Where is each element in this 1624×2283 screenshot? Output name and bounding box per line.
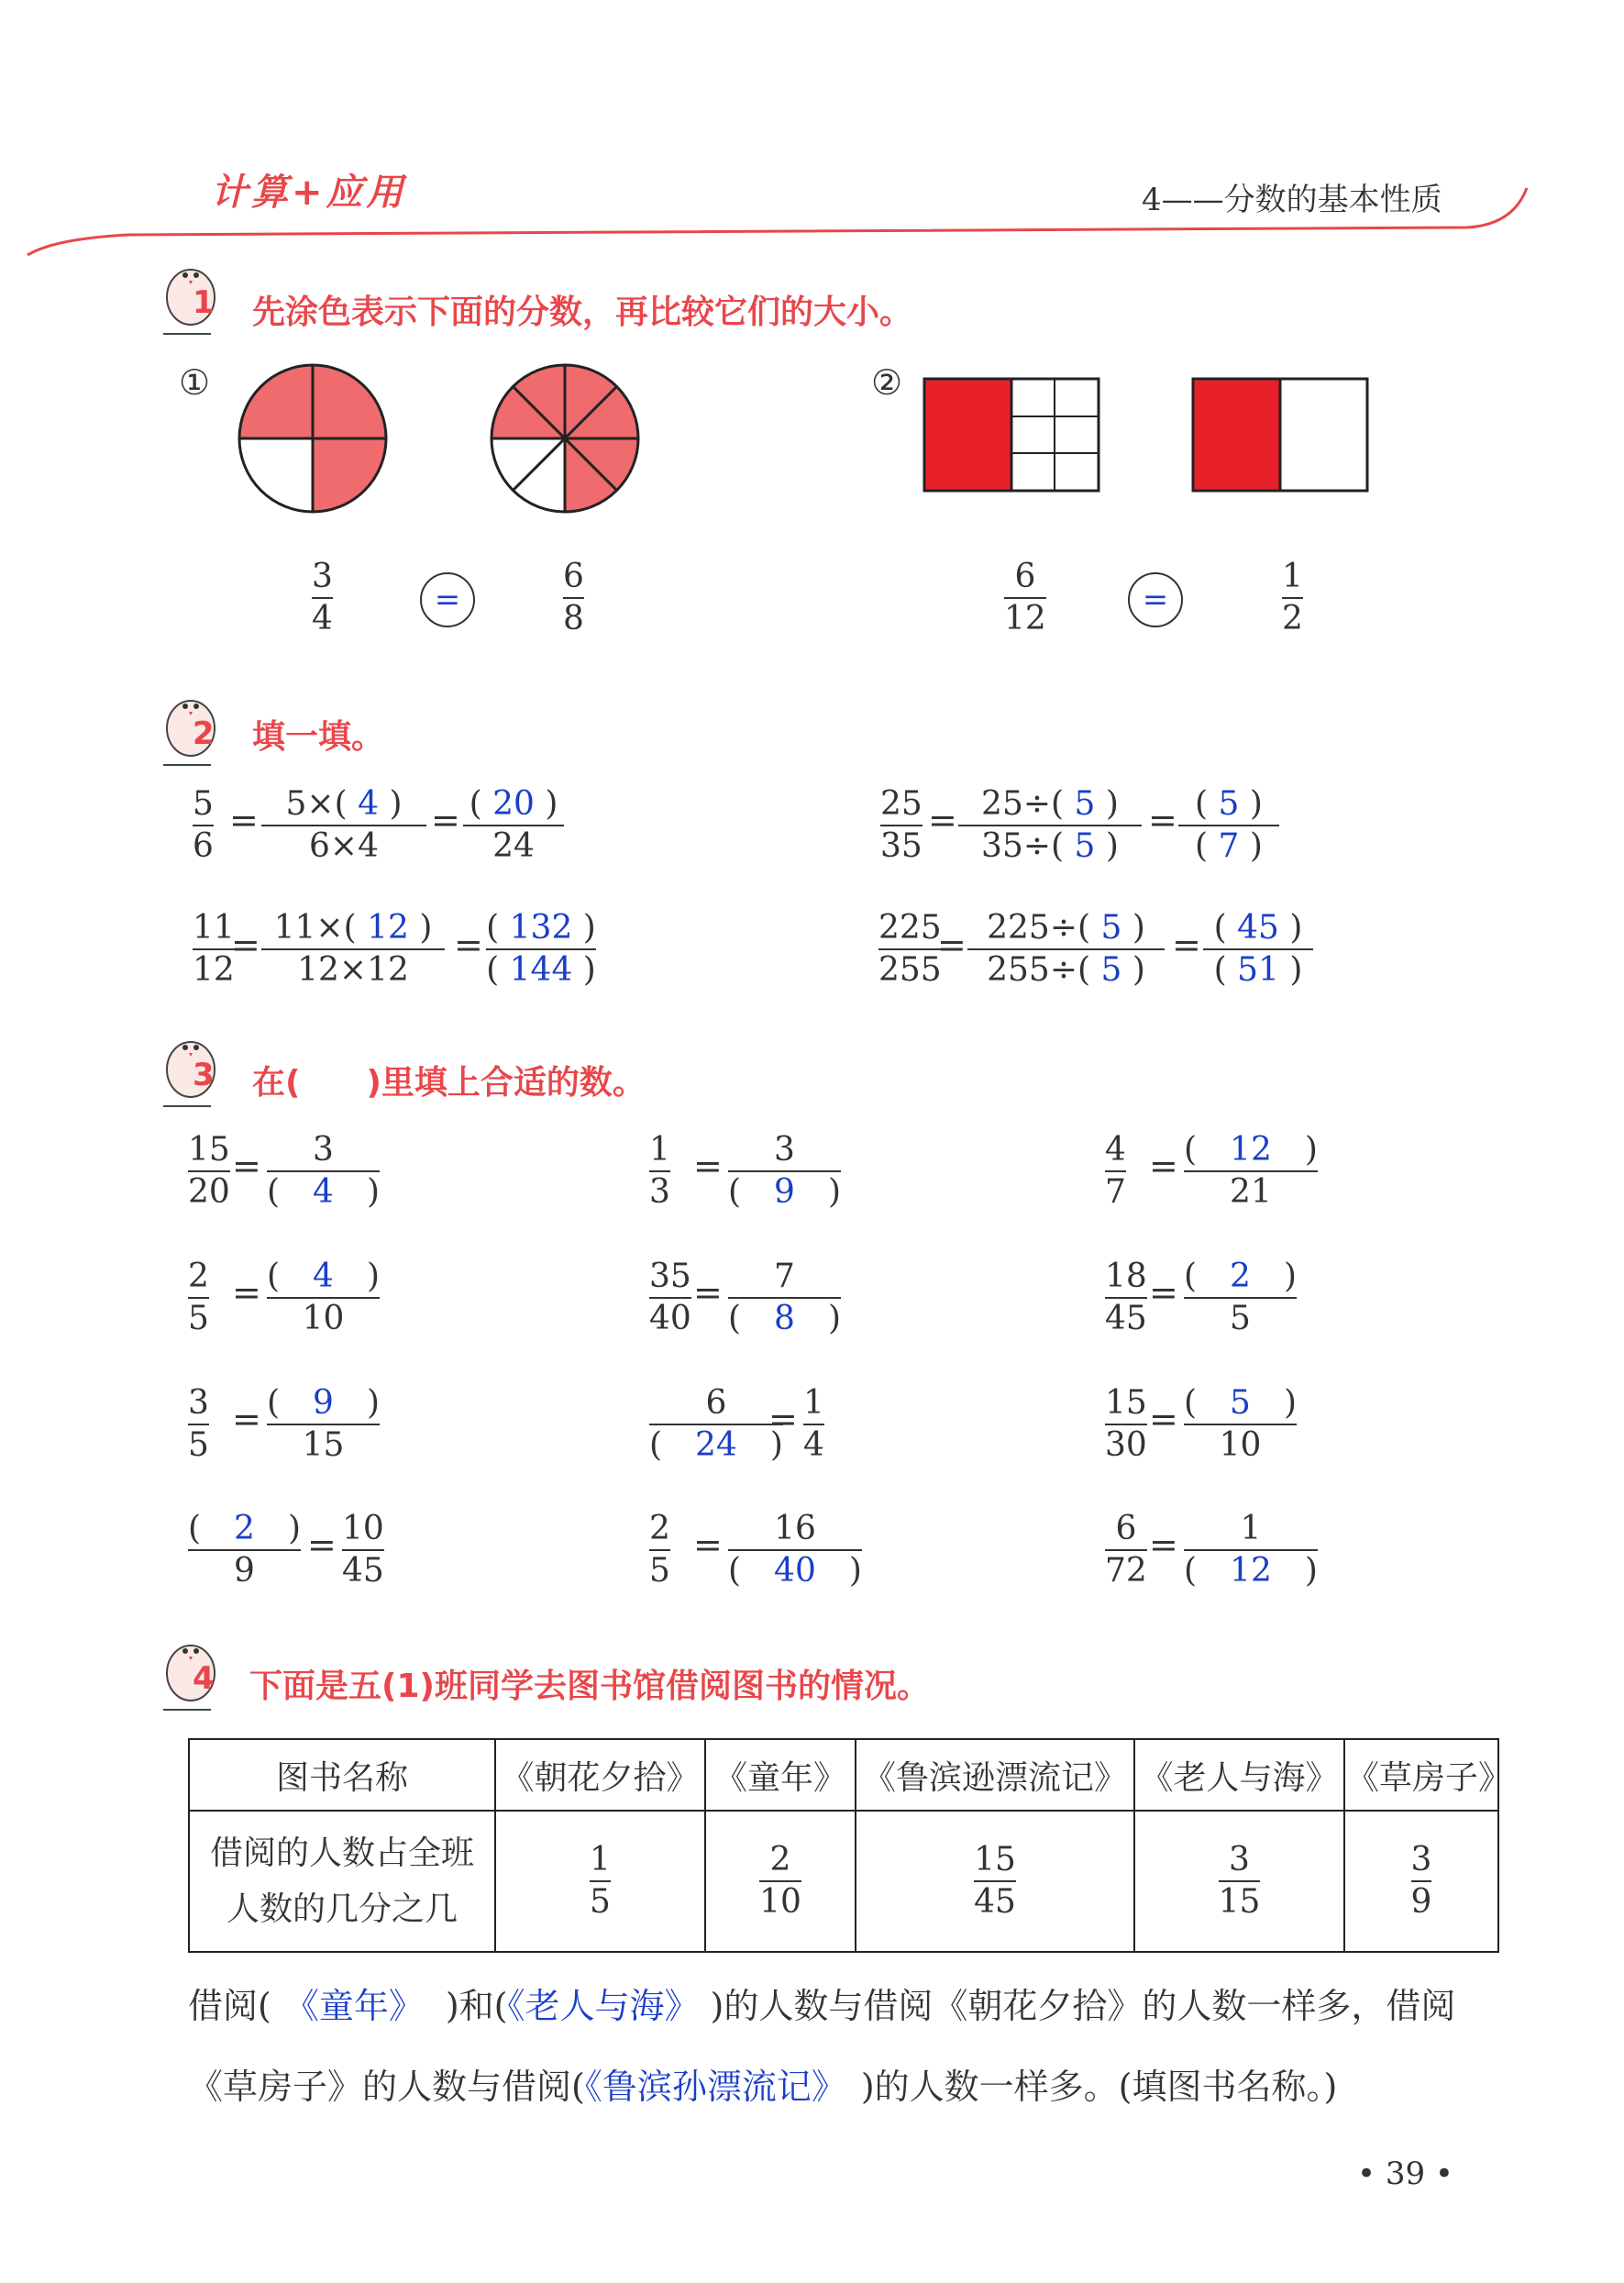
fraction-3-4: 3 4 xyxy=(312,558,333,637)
table-header-cell: 《鲁滨逊漂流记》 xyxy=(856,1739,1134,1811)
problem-2-marker: ② xyxy=(871,362,903,403)
table-cell: $\frac{3}{15}$ xyxy=(1134,1811,1344,1952)
section-2-badge xyxy=(154,688,220,776)
section-1-title: 先涂色表示下面的分数，再比较它们的大小。 xyxy=(252,294,913,331)
fraction-6-12: 6 12 xyxy=(1004,558,1046,637)
answer-line-1: 借阅( 《童年》 )和(《老人与海》 )的人数与借阅《朝花夕拾》的人数一样多，借阅 xyxy=(188,1986,1456,2026)
section-4-badge xyxy=(154,1633,220,1721)
book-borrowing-table xyxy=(188,1738,1512,1953)
table-cell: $\frac{15}{45}$ xyxy=(856,1811,1134,1952)
problem-1-marker: ① xyxy=(179,362,211,403)
page-number: • 39 • xyxy=(1357,2156,1453,2192)
compare-answer-2: = xyxy=(1128,572,1183,627)
table-header-cell: 《朝花夕拾》 xyxy=(495,1739,705,1811)
section-number: 3 xyxy=(193,1057,215,1093)
table-header-cell: 图书名称 xyxy=(189,1739,495,1811)
circle-eighths-diagram xyxy=(489,362,641,515)
table-cell: $\frac{2}{10}$ xyxy=(705,1811,856,1952)
fraction-6-8: 6 8 xyxy=(563,558,584,637)
table-header-row xyxy=(189,1739,1498,1811)
header-underline xyxy=(0,174,1624,275)
rectangle-halves-diagram xyxy=(1190,376,1374,495)
compare-answer-1: = xyxy=(420,572,475,627)
section-number: 1 xyxy=(193,284,215,321)
circle-quarters-diagram xyxy=(237,362,389,515)
table-header-cell: 《老人与海》 xyxy=(1134,1739,1344,1811)
answer-line-2: 《草房子》的人数与借阅(《鲁滨孙漂流记》 )的人数一样多。(填图书名称。) xyxy=(188,2067,1338,2107)
header-section-label: 计算+应用 xyxy=(211,172,407,214)
section-number: 4 xyxy=(193,1660,215,1697)
row-label: 借阅的人数占全班 人数的几分之几 xyxy=(189,1811,495,1952)
rectangle-twelfths-diagram xyxy=(922,376,1105,495)
table-cell: $\frac{3}{9}$ xyxy=(1344,1811,1498,1952)
section-1-badge xyxy=(154,257,220,345)
table-header-cell: 《草房子》 xyxy=(1344,1739,1498,1811)
table-row xyxy=(189,1811,1498,1952)
section-3-badge xyxy=(154,1029,220,1117)
table-cell: $\frac{1}{5}$ xyxy=(495,1811,705,1952)
table-header-cell: 《童年》 xyxy=(705,1739,856,1811)
header-chapter-title: 4——分数的基本性质 xyxy=(1142,182,1442,218)
fraction-1-2: 1 2 xyxy=(1282,558,1303,637)
section-2-title: 填一填。 xyxy=(252,718,385,756)
section-3-title: 在( )里填上合适的数。 xyxy=(252,1064,646,1102)
section-4-title: 下面是五(1)班同学去图书馆借阅图书的情况。 xyxy=(249,1668,930,1705)
section-number: 2 xyxy=(193,715,215,752)
